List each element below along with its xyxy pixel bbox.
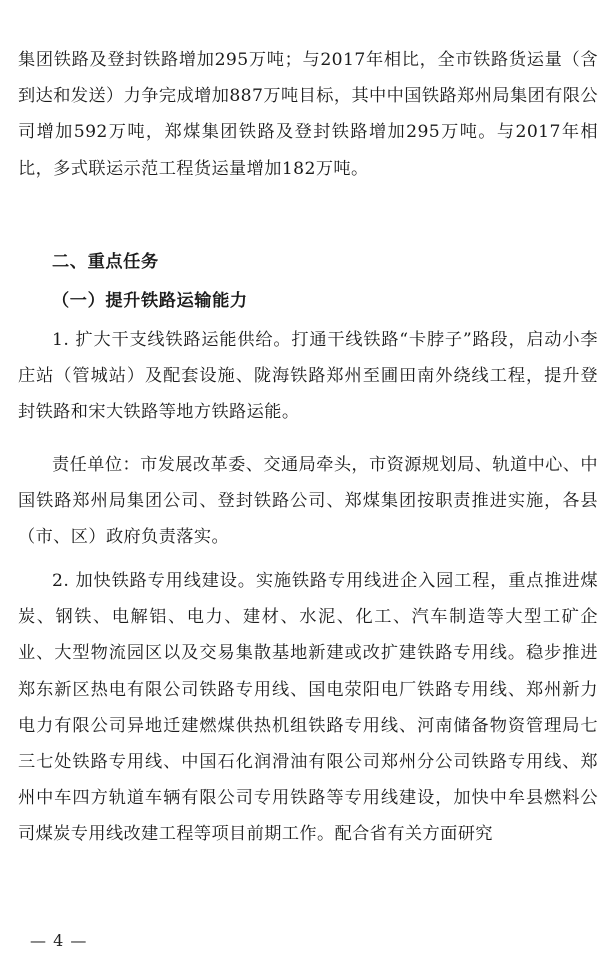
subsection-heading-railway-capacity: （一）提升铁路运输能力 [52, 291, 248, 311]
task-item-1-responsibility: 责任单位：市发展改革委、交通局牵头，市资源规划局、轨道中心、中国铁路郑州局集团公司、登封铁路公司、郑煤集团按职责推进实施，各县（市、区）政府负责落实。 [18, 455, 598, 548]
section-heading-key-tasks: 二、重点任务 [52, 252, 159, 272]
task-item-1: 1. 扩大干支线铁路运能供给。打通干线铁路“卡脖子”路段，启动小李庄站（管城站）及配套设施、陇海铁路郑州至圃田南外绕线工程，提升登封铁路和宋大铁路等地方铁路运能。 [18, 330, 598, 423]
task-item-2: 2. 加快铁路专用线建设。实施铁路专用线进企入园工程，重点推进煤炭、钢铁、电解铝、电力、建材、水泥、化工、汽车制造等大型工矿企业、大型物流园区以及交易集散基地新建或改扩建铁路专用线。稳步推进郑东新区热电有限公司铁路专用线、国电荥阳电厂铁路专用线、郑州新力电力有限公司异地迁建燃煤供热机组铁路专用线、河南储备物资管理局七三七处铁路专用线、中国石化润滑油有限公司郑州分公司铁路专用线、郑州中车四方轨道车辆有限公司专用铁路等专用线建设，加快中牟县燃料公司煤炭专用线改建工程等项目前期工作。配合省有关方面研究 [18, 571, 598, 845]
page-number: — 4 — [30, 931, 88, 950]
intro-paragraph: 集团铁路及登封铁路增加295万吨；与2017年相比，全市铁路货运量（含到达和发送）力争完成增加887万吨目标，其中中国铁路郑州局集团有限公司增加592万吨，郑煤集团铁路及登封铁路增加295万吨。与2017年相比，多式联运示范工程货运量增加182万吨。 [18, 50, 598, 179]
